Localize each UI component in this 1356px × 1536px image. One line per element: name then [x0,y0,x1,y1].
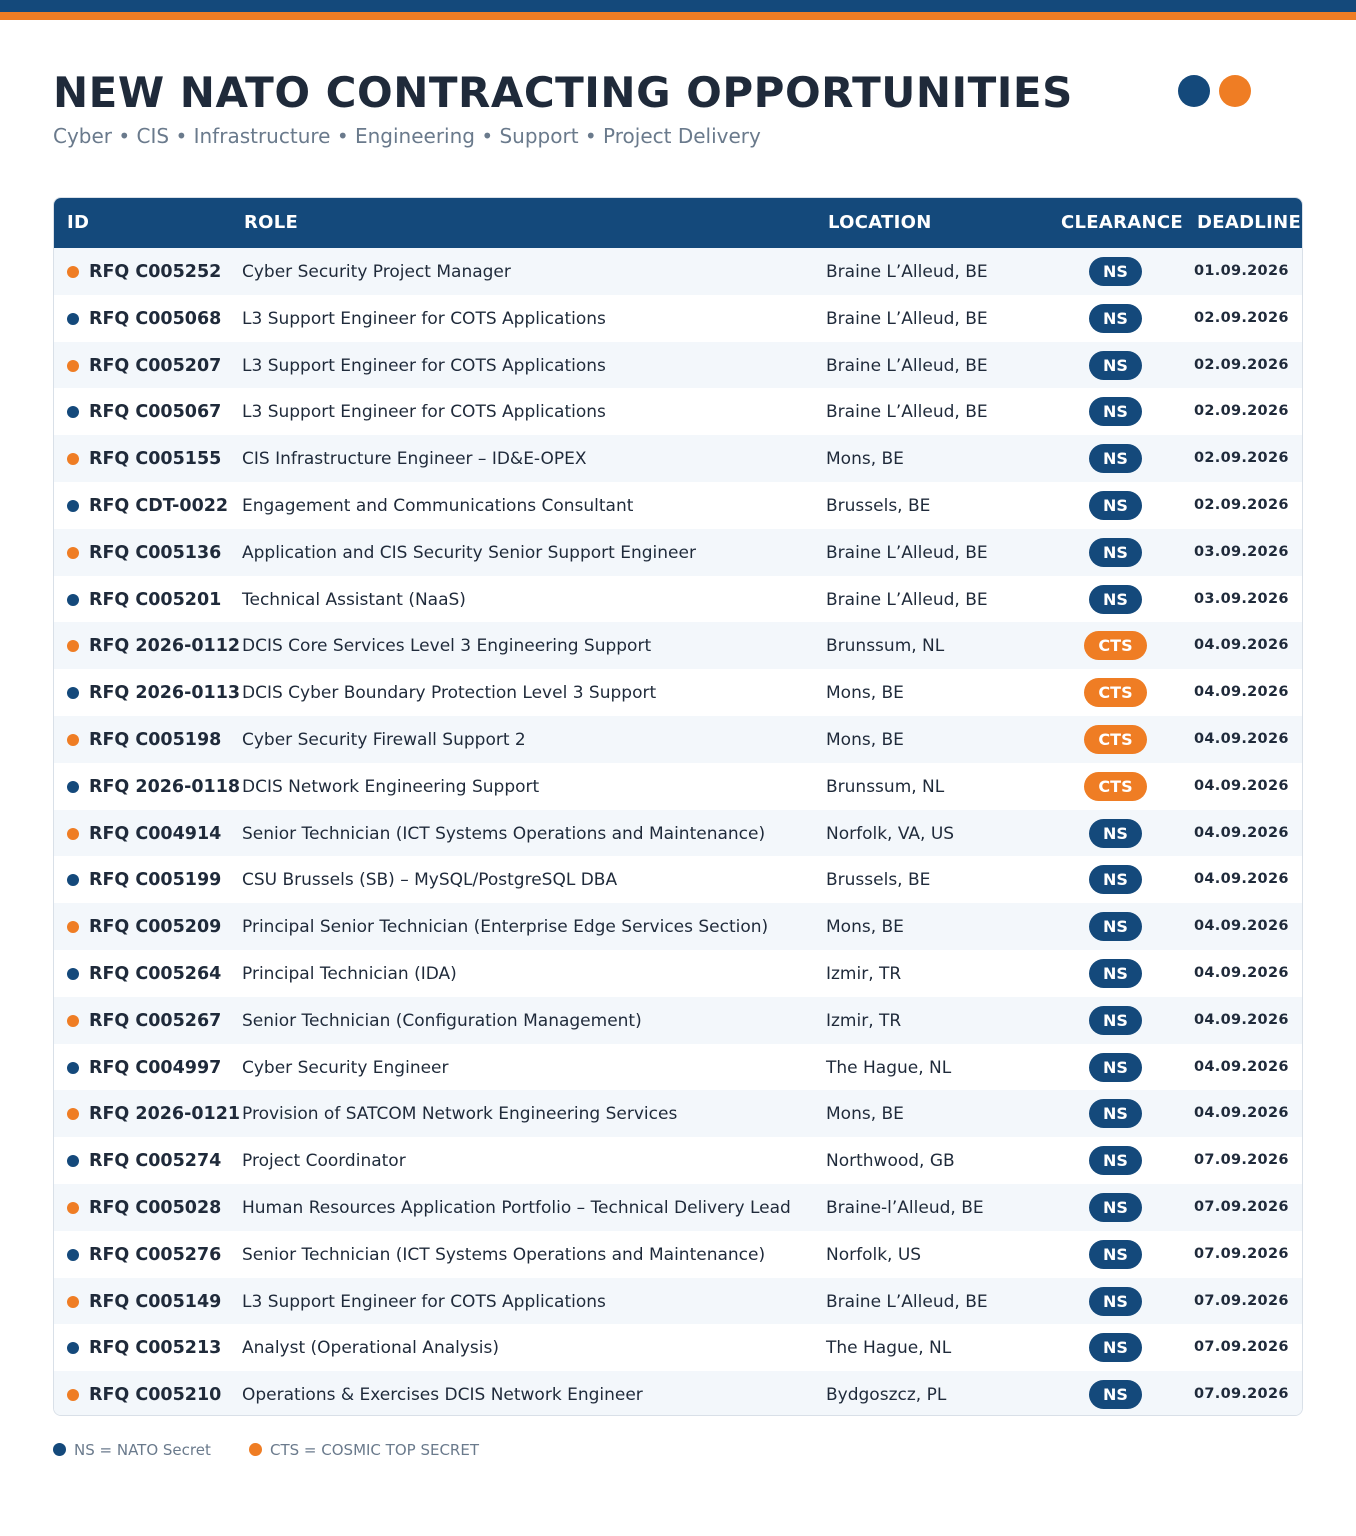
row-deadline: 07.09.2026 [1194,1339,1289,1356]
row-marker-dot-icon [67,968,79,980]
row-deadline: 07.09.2026 [1194,1386,1289,1403]
row-role: Provision of SATCOM Network Engineering Services [242,1104,678,1125]
top-accent-bar-blue [0,0,1356,12]
row-location: Mons, BE [826,449,904,470]
table-row [54,1137,1303,1184]
row-deadline: 04.09.2026 [1194,777,1289,794]
row-location: Brussels, BE [826,496,931,516]
row-location: Bydgoszcz, PL [826,1385,947,1406]
row-location: Brunssum, NL [826,636,945,657]
table-row [54,903,1303,950]
row-marker-dot-icon [67,360,79,372]
row-location: Braine L’Alleud, BE [826,1291,988,1312]
clearance-badge: NS [1089,304,1142,333]
row-id: RFQ 2026-0112 [89,636,241,657]
row-location: The Hague, NL [826,1057,952,1078]
row-role: L3 Support Engineer for COTS Applications [242,1291,606,1312]
row-id: RFQ C005274 [89,1151,222,1172]
row-id: RFQ C005267 [89,1010,222,1031]
clearance-badge: NS [1089,819,1142,848]
row-id: RFQ C005276 [89,1244,222,1265]
row-role: Senior Technician (ICT Systems Operations and Maintenance) [242,823,766,844]
row-location: Mons, BE [826,1104,904,1125]
table-row [54,669,1303,716]
row-role: Senior Technician (Configuration Management) [242,1010,642,1031]
row-location: Braine-l’Alleud, BE [826,1198,984,1218]
row-deadline: 07.09.2026 [1194,1292,1289,1309]
row-deadline: 02.09.2026 [1194,309,1289,326]
table-row [54,1090,1303,1137]
row-id: RFQ C005136 [89,542,222,563]
table-row [54,435,1303,482]
row-deadline: 07.09.2026 [1194,1245,1289,1262]
clearance-badge: NS [1089,257,1142,286]
row-id: RFQ C005252 [89,262,222,282]
row-location: Braine L’Alleud, BE [826,589,988,610]
row-deadline: 01.09.2026 [1194,263,1289,279]
row-id: RFQ C005198 [89,730,222,750]
row-role: Cyber Security Engineer [242,1057,449,1078]
row-role: DCIS Core Services Level 3 Engineering Support [242,636,652,657]
row-id: RFQ C004997 [89,1057,222,1078]
clearance-badge: NS [1089,912,1142,941]
table-row [54,1184,1303,1231]
row-deadline: 07.09.2026 [1194,1152,1289,1169]
opportunities-table [53,197,1303,1416]
row-deadline: 02.09.2026 [1194,450,1289,467]
row-role: L3 Support Engineer for COTS Applications [242,402,606,423]
column-header-role: ROLE [244,212,299,233]
row-id: RFQ C005210 [89,1385,222,1406]
row-marker-dot-icon [67,1108,79,1120]
row-id: RFQ C005149 [89,1291,222,1312]
row-deadline: 07.09.2026 [1194,1199,1289,1215]
row-marker-dot-icon [67,921,79,933]
row-deadline: 04.09.2026 [1194,965,1289,981]
row-role: Project Coordinator [242,1151,406,1172]
page-title: NEW NATO CONTRACTING OPPORTUNITIES [53,68,1073,117]
row-marker-dot-icon [67,640,79,652]
row-deadline: 03.09.2026 [1194,543,1289,560]
row-deadline: 04.09.2026 [1194,684,1289,701]
row-id: RFQ C005199 [89,870,222,891]
column-header-deadline: DEADLINE [1197,212,1302,233]
row-marker-dot-icon [67,500,79,512]
row-marker-dot-icon [67,874,79,886]
row-location: Izmir, TR [826,1010,902,1031]
row-deadline: 02.09.2026 [1194,356,1289,373]
legend-item-cts [249,1441,479,1459]
row-id: RFQ C005207 [89,355,222,376]
row-marker-dot-icon [67,1342,79,1354]
table-row [54,529,1303,576]
clearance-badge: NS [1089,1006,1142,1035]
row-location: Braine L’Alleud, BE [826,542,988,563]
row-location: Norfolk, US [826,1244,922,1265]
column-header-clearance: CLEARANCE [1061,212,1183,233]
row-role: Principal Technician (IDA) [242,964,457,984]
table-row [54,342,1303,389]
row-location: Brussels, BE [826,870,931,891]
row-marker-dot-icon [67,828,79,840]
table-row [54,482,1303,529]
row-deadline: 04.09.2026 [1194,871,1289,888]
row-deadline: 04.09.2026 [1194,1011,1289,1028]
table-row [54,622,1303,669]
table-row [54,248,1303,295]
row-marker-dot-icon [67,594,79,606]
row-location: Izmir, TR [826,964,902,984]
table-row [54,856,1303,903]
row-role: Application and CIS Security Senior Support Engineer [242,542,696,563]
row-deadline: 04.09.2026 [1194,731,1289,747]
table-row [54,950,1303,997]
clearance-badge: CTS [1084,772,1147,801]
table-row [54,716,1303,763]
row-id: RFQ C005068 [89,308,222,329]
legend-item-ns [53,1441,211,1459]
clearance-badge: NS [1089,444,1142,473]
clearance-badge: NS [1089,1380,1142,1409]
row-marker-dot-icon [67,547,79,559]
row-role: Operations & Exercises DCIS Network Engineer [242,1385,643,1406]
row-role: Senior Technician (ICT Systems Operations and Maintenance) [242,1244,766,1265]
table-row [54,997,1303,1044]
table-row [54,763,1303,810]
row-marker-dot-icon [67,1389,79,1401]
row-role: Principal Senior Technician (Enterprise Edge Services Section) [242,917,769,938]
row-deadline: 02.09.2026 [1194,403,1289,420]
row-id: RFQ 2026-0121 [89,1104,241,1125]
row-marker-dot-icon [67,1155,79,1167]
row-id: RFQ C005201 [89,589,222,610]
row-marker-dot-icon [67,1015,79,1027]
row-location: Braine L’Alleud, BE [826,402,988,423]
row-role: Human Resources Application Portfolio – Technical Delivery Lead [242,1198,791,1218]
row-location: Mons, BE [826,917,904,938]
clearance-badge: CTS [1084,631,1147,660]
row-deadline: 02.09.2026 [1194,497,1289,513]
clearance-badge: NS [1089,491,1142,520]
brand-dot-orange-icon [1219,75,1251,107]
row-marker-dot-icon [67,406,79,418]
row-role: Cyber Security Firewall Support 2 [242,730,526,750]
row-location: Northwood, GB [826,1151,955,1172]
row-id: RFQ 2026-0118 [89,776,241,797]
clearance-badge: NS [1089,1053,1142,1082]
legend-dot-orange-icon [249,1443,262,1456]
row-role: Cyber Security Project Manager [242,262,511,282]
row-marker-dot-icon [67,1202,79,1214]
clearance-badge: CTS [1084,678,1147,707]
row-location: Mons, BE [826,683,904,704]
row-marker-dot-icon [67,1249,79,1261]
table-row [54,1371,1303,1416]
table-row [54,295,1303,342]
row-marker-dot-icon [67,313,79,325]
row-role: L3 Support Engineer for COTS Applications [242,355,606,376]
clearance-badge: NS [1089,1240,1142,1269]
row-role: CSU Brussels (SB) – MySQL/PostgreSQL DBA [242,870,618,891]
legend-label-cts: CTS = COSMIC TOP SECRET [270,1441,479,1459]
row-deadline: 04.09.2026 [1194,918,1289,935]
table-row [54,1044,1303,1091]
row-location: Braine L’Alleud, BE [826,355,988,376]
row-deadline: 04.09.2026 [1194,1058,1289,1075]
clearance-badge: NS [1089,538,1142,567]
table-row [54,1324,1303,1371]
row-role: Analyst (Operational Analysis) [242,1338,499,1359]
row-marker-dot-icon [67,1296,79,1308]
row-id: RFQ C005155 [89,449,222,470]
row-deadline: 04.09.2026 [1194,824,1289,841]
row-deadline: 03.09.2026 [1194,590,1289,607]
table-header [54,198,1303,248]
table-row [54,576,1303,623]
row-marker-dot-icon [67,266,79,278]
column-header-location: LOCATION [828,212,932,233]
row-deadline: 04.09.2026 [1194,1105,1289,1122]
row-id: RFQ C005028 [89,1198,222,1218]
row-location: Mons, BE [826,730,904,750]
row-id: RFQ C005264 [89,964,222,984]
page-subtitle: Cyber • CIS • Infrastructure • Engineering • Support • Project Delivery [53,124,761,148]
clearance-badge: CTS [1084,725,1147,754]
row-marker-dot-icon [67,1062,79,1074]
clearance-badge: NS [1089,351,1142,380]
clearance-badge: NS [1089,1287,1142,1316]
clearance-badge: NS [1089,865,1142,894]
row-location: Brunssum, NL [826,776,945,797]
row-role: Technical Assistant (NaaS) [242,589,466,610]
table-row [54,1278,1303,1325]
row-location: Braine L’Alleud, BE [826,308,988,329]
row-location: Norfolk, VA, US [826,823,955,844]
row-id: RFQ C005209 [89,917,222,938]
table-row [54,1231,1303,1278]
row-location: Braine L’Alleud, BE [826,262,988,282]
clearance-badge: NS [1089,1193,1142,1222]
row-role: L3 Support Engineer for COTS Applications [242,308,606,329]
row-marker-dot-icon [67,734,79,746]
row-role: DCIS Cyber Boundary Protection Level 3 Support [242,683,657,704]
row-id: RFQ 2026-0113 [89,683,241,704]
row-role: Engagement and Communications Consultant [242,496,634,516]
table-row [54,388,1303,435]
row-location: The Hague, NL [826,1338,952,1359]
top-accent-bar-orange [0,12,1356,20]
row-id: RFQ C005213 [89,1338,222,1359]
row-marker-dot-icon [67,687,79,699]
row-deadline: 04.09.2026 [1194,637,1289,654]
row-role: DCIS Network Engineering Support [242,776,540,797]
clearance-badge: NS [1089,1333,1142,1362]
legend-dot-blue-icon [53,1443,66,1456]
row-role: CIS Infrastructure Engineer – ID&E-OPEX [242,449,587,470]
clearance-badge: NS [1089,585,1142,614]
clearance-badge: NS [1089,397,1142,426]
clearance-badge: NS [1089,959,1142,988]
row-marker-dot-icon [67,781,79,793]
row-marker-dot-icon [67,453,79,465]
clearance-badge: NS [1089,1146,1142,1175]
row-id: RFQ C004914 [89,823,222,844]
clearance-badge: NS [1089,1099,1142,1128]
column-header-id: ID [67,212,90,233]
row-id: RFQ C005067 [89,402,222,423]
brand-dot-blue-icon [1178,75,1210,107]
row-id: RFQ CDT-0022 [89,496,229,516]
legend-label-ns: NS = NATO Secret [74,1441,211,1459]
table-row [54,810,1303,857]
